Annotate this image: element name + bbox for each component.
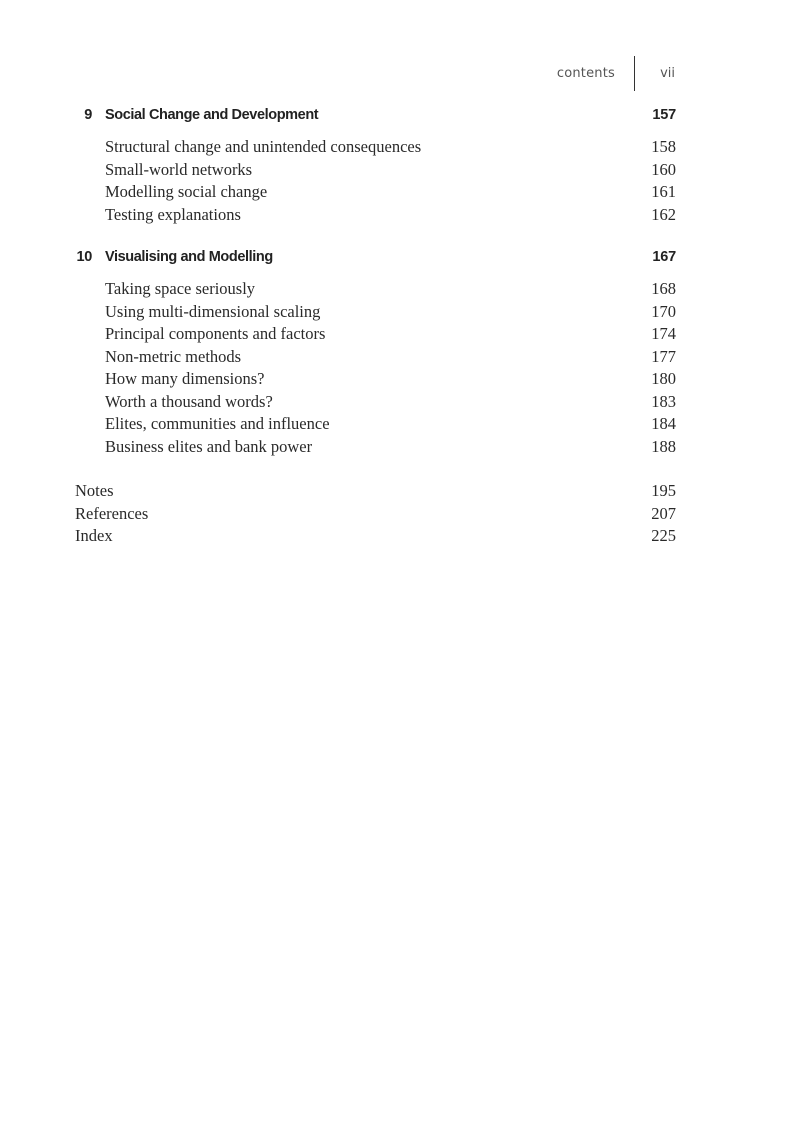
section-entry [75,323,676,346]
section-page: 183 [651,391,676,411]
section-title: Worth a thousand words? [105,391,273,411]
page-number: vii [660,66,675,81]
backmatter-page: 225 [651,526,676,545]
section-page: 174 [651,324,676,343]
section-entry [75,136,676,159]
backmatter-page: 195 [651,481,676,500]
section-title: Elites, communities and influence [105,414,330,433]
backmatter-entry-notes [75,480,676,503]
backmatter-entry-references [75,503,676,526]
chapter-heading [75,246,676,268]
section-title: Modelling social change [105,182,268,201]
section-title: Testing explanations [105,204,241,224]
chapter-title: Social Change and Development [105,107,319,123]
section-page: 161 [651,182,676,201]
section-entry [75,346,676,369]
backmatter-list [75,480,676,548]
running-header [0,56,804,92]
section-list [75,278,676,458]
section-title: Structural change and unintended consequences [105,137,422,156]
section-page: 184 [651,414,676,433]
section-list [75,136,676,226]
table-of-contents [75,104,676,548]
section-entry [75,278,676,301]
chapter-page: 167 [652,249,676,265]
section-entry [75,301,676,324]
section-page: 168 [651,279,676,298]
section-page: 180 [651,369,676,388]
section-page: 158 [651,137,676,156]
chapter-heading [75,104,676,126]
running-head-divider [634,56,635,91]
section-entry [75,204,676,227]
section-entry [75,391,676,414]
backmatter-title: Notes [75,481,114,500]
chapter-10 [75,246,676,458]
section-page: 170 [651,301,676,321]
section-entry [75,181,676,204]
chapter-9 [75,104,676,226]
chapter-title: Visualising and Modelling [105,249,273,265]
chapter-number: 10 [76,249,92,265]
section-page: 160 [651,159,676,179]
backmatter-page: 207 [651,503,676,523]
section-title: Using multi-dimensional scaling [105,301,321,321]
section-title: How many dimensions? [105,369,265,388]
section-entry [75,159,676,182]
section-entry [75,413,676,436]
chapter-number: 9 [84,107,92,123]
section-page: 162 [651,204,676,224]
backmatter-title: Index [75,526,113,545]
section-title: Small-world networks [105,159,253,179]
section-entry [75,436,676,459]
backmatter-entry-index [75,525,676,548]
section-title: Principal components and factors [105,324,326,343]
backmatter-title: References [75,503,149,523]
section-page: 177 [651,346,676,366]
section-title: Taking space seriously [105,279,256,298]
running-head-section: contents [556,66,615,81]
section-title: Non-metric methods [105,346,242,366]
section-page: 188 [651,436,676,456]
section-entry [75,368,676,391]
section-title: Business elites and bank power [105,436,313,456]
chapter-page: 157 [652,107,676,123]
